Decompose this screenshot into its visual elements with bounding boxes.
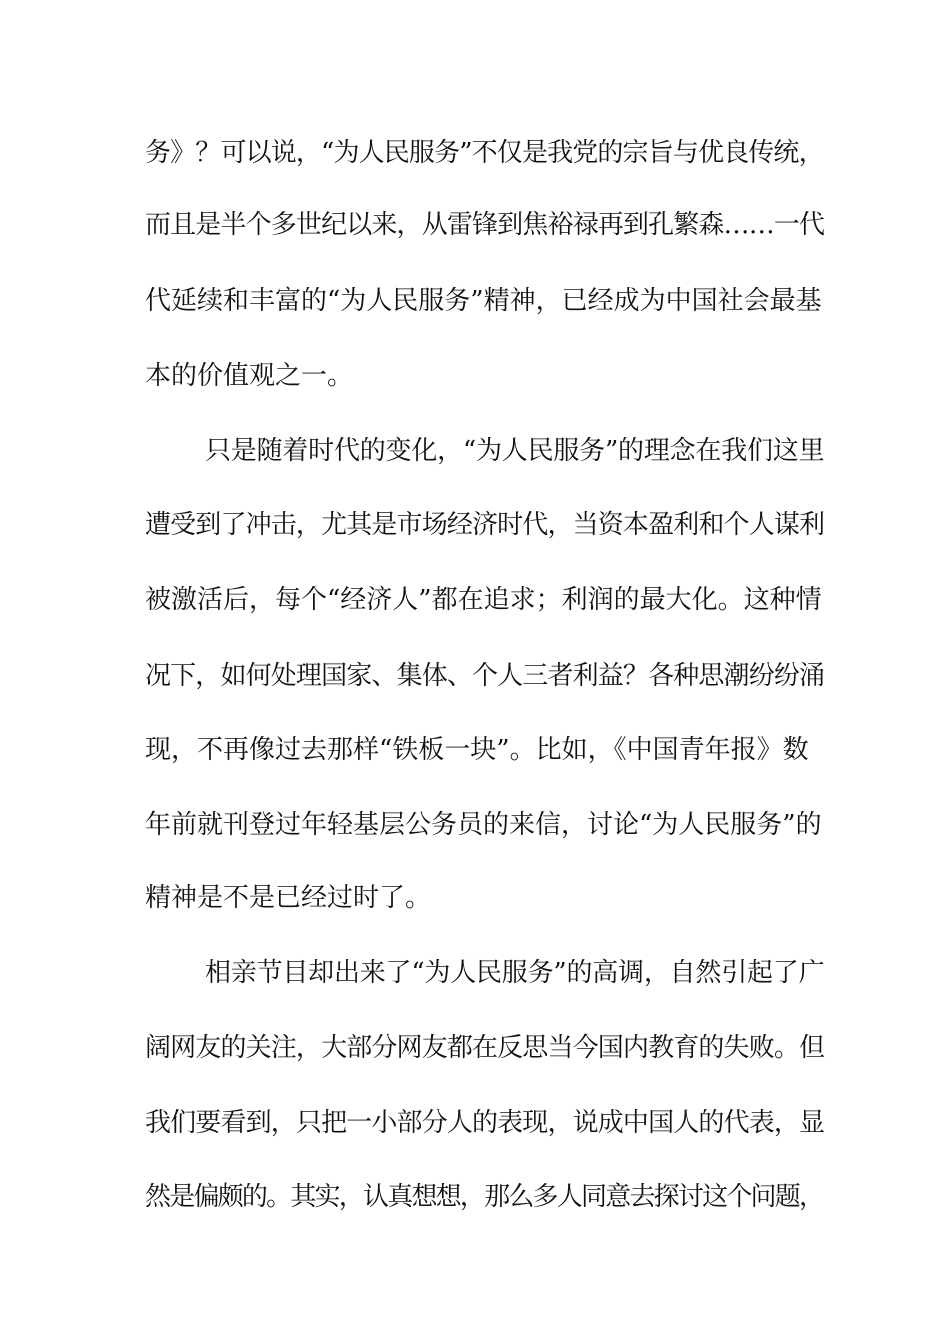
text-line: 我们要看到，只把一小部分人的表现，说成中国人的代表，显 xyxy=(145,1108,825,1138)
text-line: 遭受到了冲击，尤其是市场经济时代，当资本盈利和个人谋利 xyxy=(145,510,825,540)
text-line: 只是随着时代的变化，“为人民服务”的理念在我们这里 xyxy=(205,436,825,466)
text-line: 精神是不是已经过时了。 xyxy=(145,883,432,913)
text-line: 相亲节目却出来了“为人民服务”的高调，自然引起了广 xyxy=(205,958,825,988)
text-line: 然是偏颇的。其实，认真想想，那么多人同意去探讨这个问题， xyxy=(145,1182,824,1212)
text-line: 而且是半个多世纪以来，从雷锋到焦裕禄再到孔繁森……一代 xyxy=(145,210,825,240)
text-line: 现，不再像过去那样“铁板一块”。比如，《中国青年报》数 xyxy=(145,735,809,765)
text-line: 年前就刊登过年轻基层公务员的来信，讨论“为人民服务”的 xyxy=(145,810,822,840)
text-line: 代延续和丰富的“为人民服务”精神，已经成为中国社会最基 xyxy=(145,286,822,316)
text-line: 被激活后，每个“经济人”都在追求；利润的最大化。这种情 xyxy=(145,585,822,615)
text-line: 本的价值观之一。 xyxy=(145,361,354,391)
text-line: 况下，如何处理国家、集体、个人三者利益？各种思潮纷纷涌 xyxy=(145,661,825,691)
text-line: 阔网友的关注，大部分网友都在反思当今国内教育的失败。但 xyxy=(145,1033,825,1063)
text-line: 务》？可以说，“为人民服务”不仅是我党的宗旨与优良传统， xyxy=(145,138,824,168)
